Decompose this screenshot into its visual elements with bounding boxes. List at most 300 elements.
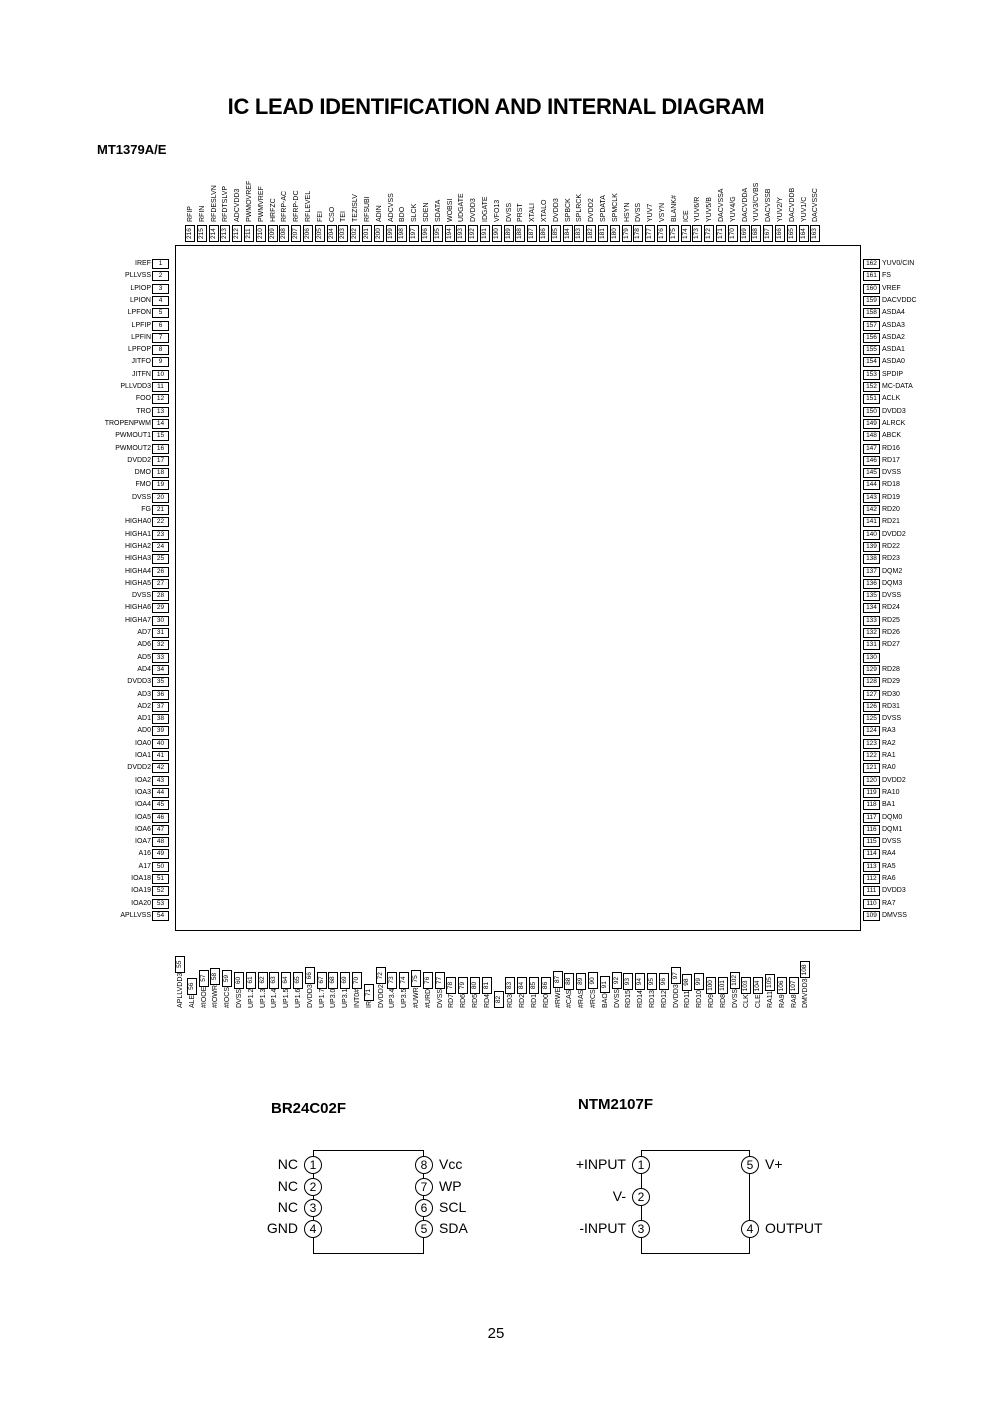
pin-number: 130 — [863, 653, 880, 663]
left-pin — [0, 665, 175, 676]
bottom-pin-label — [718, 974, 729, 1008]
pin-number: 54 — [152, 911, 169, 921]
pin-number: 210 — [256, 225, 266, 242]
pin-number: 72 — [376, 967, 386, 984]
top-pin — [669, 172, 679, 242]
pin-number: 162 — [863, 259, 880, 269]
pin-name: IOOE# — [200, 986, 208, 1008]
pin-name: IOA19 — [131, 887, 151, 895]
pin-name: RD26 — [882, 629, 900, 636]
pin-name: XTALO — [540, 199, 548, 222]
right-pin — [863, 382, 991, 393]
left-pin — [613, 1186, 650, 1206]
bottom-pin-label — [387, 969, 398, 1008]
left-pin — [0, 739, 175, 750]
pin-name: FOO — [135, 395, 151, 403]
top-pin-label — [763, 189, 774, 242]
pin-number: 129 — [863, 665, 880, 675]
pin-number: 43 — [152, 776, 169, 786]
left-pin — [0, 554, 175, 565]
top-pin-label — [740, 188, 751, 242]
right-pin — [863, 899, 991, 910]
pin-number: 53 — [152, 899, 169, 909]
right-pin — [863, 419, 991, 430]
left-pin — [278, 1176, 322, 1196]
pin-number: 196 — [421, 225, 431, 242]
pin-number: 2 — [152, 271, 169, 281]
pin-name: RA2 — [882, 739, 896, 747]
pin-name: RFRP-AC — [281, 190, 289, 222]
top-pin — [291, 172, 301, 242]
left-pin — [0, 800, 175, 811]
left-pin — [0, 776, 175, 787]
top-pin — [622, 172, 632, 242]
pin-number: 38 — [152, 714, 169, 724]
pin-name: ADCVDD3 — [234, 188, 242, 222]
top-pin — [551, 172, 561, 242]
pin-name: AD1 — [137, 715, 151, 723]
pin-name: DVSS — [882, 469, 902, 477]
pin-name: RD15 — [625, 990, 633, 1008]
pin-number: 110 — [863, 899, 880, 909]
left-pin — [0, 271, 175, 282]
right-pin — [863, 517, 991, 528]
pin-number: 213 — [220, 225, 230, 242]
pin-name: AD4 — [137, 665, 151, 673]
pin-name: CSO — [328, 206, 336, 222]
pin-number: 101 — [718, 977, 728, 994]
pin-name: RD24 — [882, 604, 900, 612]
pin-name: JITFO — [131, 358, 151, 366]
bottom-pin-label — [305, 964, 316, 1008]
pin-name: ACLK — [882, 395, 901, 403]
top-pin — [527, 172, 537, 242]
right-pin — [863, 296, 991, 307]
left-pin — [0, 493, 175, 504]
pin-name: IOA3 — [135, 788, 151, 796]
pin-name: YUV2/Y — [776, 197, 784, 222]
bottom-pin-label — [446, 974, 457, 1008]
pin-number: 45 — [152, 800, 169, 810]
pin-number: 96 — [659, 973, 669, 990]
pin-number: 13 — [152, 407, 169, 417]
pin-number: 48 — [152, 837, 169, 847]
pin-number: 82 — [494, 991, 504, 1008]
right-pin — [863, 825, 991, 836]
left-pin — [0, 333, 175, 344]
top-pin — [185, 172, 195, 242]
pin-number: 147 — [863, 444, 880, 454]
bottom-pin-label — [222, 967, 233, 1008]
left-pin — [0, 677, 175, 688]
top-pin — [751, 172, 761, 242]
right-pin — [863, 653, 991, 664]
pin-number: 22 — [152, 517, 169, 527]
left-pin — [0, 321, 175, 332]
left-pin — [0, 690, 175, 701]
bottom-pin-label — [730, 969, 741, 1008]
pin-number: 49 — [152, 849, 169, 859]
pin-name: A16 — [138, 850, 151, 858]
top-pin-label — [362, 196, 373, 242]
left-pin — [0, 911, 175, 922]
pin-name: IOA5 — [135, 813, 151, 821]
left-pin — [0, 616, 175, 627]
left-pin — [0, 763, 175, 774]
pin-name: DMVDD3 — [802, 978, 810, 1008]
pin-name: ASDA3 — [882, 321, 905, 329]
pin-name: DVDD3 — [882, 407, 906, 415]
pin-number: 64 — [281, 972, 291, 989]
pin-name: RD2 — [519, 993, 527, 1008]
top-pin-label — [445, 199, 456, 242]
pin-number: 208 — [279, 225, 289, 242]
right-pin — [863, 480, 991, 491]
pin-number: 16 — [152, 444, 169, 454]
top-pin-label — [751, 183, 762, 242]
pin-name: HIGHA5 — [124, 579, 151, 587]
pin-name: DVDD3 — [882, 887, 906, 895]
pin-name: AD6 — [137, 641, 151, 649]
pin-name: RA5 — [882, 862, 896, 870]
pin-name: DVDD3 — [672, 984, 680, 1008]
left-pin — [0, 370, 175, 381]
pin-name: APLLVSS — [120, 911, 151, 919]
pin-name: FEI — [316, 211, 324, 222]
left-pin — [0, 456, 175, 467]
bottom-pin-label — [800, 958, 811, 1008]
right-pin — [863, 763, 991, 774]
bottom-pin-label — [576, 970, 587, 1008]
left-pin — [0, 579, 175, 590]
top-pin-label — [268, 198, 279, 242]
left-pin — [0, 567, 175, 578]
pin-name: RD21 — [882, 518, 900, 526]
top-pin-label — [657, 203, 668, 242]
pin-number: 11 — [152, 382, 169, 392]
top-pin — [716, 172, 726, 242]
right-pin — [863, 800, 991, 811]
left-pin — [0, 296, 175, 307]
pin-name: ALRCK — [882, 419, 906, 427]
pin-name: UP1.2 — [247, 988, 255, 1008]
pin-number: 25 — [152, 554, 169, 564]
pin-name: IOA1 — [135, 752, 151, 759]
pin-name: IOA20 — [131, 899, 151, 907]
pin-number: 160 — [863, 284, 880, 294]
pin-number: 40 — [152, 739, 169, 749]
left-pin — [0, 407, 175, 418]
pin-number: 60 — [234, 972, 244, 989]
pin-name: Vcc — [439, 1156, 463, 1172]
pin-number: 115 — [863, 837, 880, 847]
pin-number: 29 — [152, 603, 169, 613]
pin-name: RA3 — [882, 727, 896, 735]
pin-name: SPMCLK — [611, 193, 619, 222]
top-pin-label — [716, 189, 727, 242]
top-pin — [268, 172, 278, 242]
pin-name: RA9 — [778, 994, 786, 1008]
pin-number: 104 — [753, 977, 763, 994]
left-pin — [0, 837, 175, 848]
pin-number: 50 — [152, 862, 169, 872]
pin-number: 95 — [647, 973, 657, 990]
top-pin — [350, 172, 360, 242]
pin-number: 93 — [623, 973, 633, 990]
pin-number: 68 — [328, 972, 338, 989]
pin-number: 71 — [364, 984, 374, 1001]
pin-name: IOA6 — [135, 825, 151, 833]
bottom-pin-label — [494, 988, 505, 1008]
right-pin — [863, 284, 991, 295]
pin-name: DACVSSB — [765, 188, 773, 222]
pin-number: 138 — [863, 554, 880, 564]
bottom-pin-label — [328, 969, 339, 1008]
bottom-pin-label — [600, 973, 611, 1008]
right-pin — [863, 554, 991, 565]
right-pin — [863, 603, 991, 614]
bottom-pin-label — [246, 969, 257, 1008]
pin-name: BLANK# — [670, 195, 678, 222]
pin-number: 164 — [799, 225, 809, 242]
pin-number: 61 — [246, 972, 256, 989]
pin-number: 117 — [863, 813, 880, 823]
pin-number: 4 — [741, 1220, 759, 1238]
top-pin — [763, 172, 773, 242]
pin-number: 169 — [740, 225, 750, 242]
pin-number: 177 — [645, 225, 655, 242]
pin-name: DVSS — [131, 592, 151, 600]
pin-number: 4 — [152, 296, 169, 306]
top-pin-label — [386, 193, 397, 242]
pin-number: 125 — [863, 714, 880, 724]
bottom-pin-label — [435, 969, 446, 1008]
top-pin-label — [291, 191, 302, 243]
pin-name: DQM0 — [882, 813, 903, 821]
bottom-pin-label — [281, 969, 292, 1008]
pin-name: PLLVSS — [125, 272, 151, 280]
top-pin-label — [409, 204, 420, 242]
pin-number: 161 — [863, 271, 880, 281]
top-pin — [704, 172, 714, 242]
pin-name: HIGHA2 — [124, 542, 151, 550]
top-pin — [787, 172, 797, 242]
left-pin — [0, 640, 175, 651]
pin-name: RA7 — [882, 899, 896, 907]
bottom-pin-label — [753, 974, 764, 1008]
pin-name: DQM1 — [882, 825, 903, 833]
pin-number: 112 — [863, 874, 880, 884]
left-pin — [0, 653, 175, 664]
pin-name: RD9 — [707, 993, 715, 1008]
right-pin — [863, 431, 991, 442]
pin-number: 146 — [863, 456, 880, 466]
pin-number: 176 — [657, 225, 667, 242]
top-pin — [209, 172, 219, 242]
top-pin-label — [504, 203, 515, 242]
pin-number: 198 — [397, 225, 407, 242]
pin-name: RD5 — [471, 993, 479, 1008]
pin-number: 137 — [863, 567, 880, 577]
top-pin-label — [350, 194, 361, 242]
pin-number: 119 — [863, 788, 880, 798]
pin-name: SPDATA — [599, 195, 607, 222]
page-title: IC LEAD IDENTIFICATION AND INTERNAL DIAGRAM — [227, 94, 765, 119]
left-pin — [0, 530, 175, 541]
pin-name: SPBCK — [564, 198, 572, 222]
top-pin — [563, 172, 573, 242]
pin-number: 94 — [635, 973, 645, 990]
pin-number: 3 — [632, 1220, 650, 1238]
pin-number: 28 — [152, 591, 169, 601]
pin-number: 175 — [669, 225, 679, 242]
right-pin — [863, 739, 991, 750]
pin-name: A17 — [138, 862, 151, 870]
pin-number: 181 — [598, 225, 608, 242]
pin-name: ASDA0 — [882, 358, 905, 366]
pin-number: 182 — [586, 225, 596, 242]
pin-name: DVDD2 — [882, 530, 906, 538]
pin-name: AD0 — [137, 727, 151, 735]
pin-name: BAO — [601, 993, 609, 1008]
right-pin — [863, 505, 991, 516]
pin-name: IOA18 — [131, 875, 151, 882]
right-pin — [863, 862, 991, 873]
pin-number: 86 — [541, 977, 551, 994]
pin-name: SLCK — [411, 203, 419, 222]
pin-name: RD31 — [882, 702, 900, 710]
bottom-pin-label — [765, 971, 776, 1008]
right-pin — [863, 591, 991, 602]
pin-name: RA6 — [882, 875, 896, 882]
top-pin — [633, 172, 643, 242]
top-pin — [338, 172, 348, 242]
top-pin — [492, 172, 502, 242]
main-chip-body — [175, 245, 861, 931]
right-pin — [863, 849, 991, 860]
top-pin-label — [787, 188, 798, 242]
pin-name: HRFZC — [269, 198, 277, 222]
pin-name: LPFON — [127, 309, 151, 317]
pin-number: 12 — [152, 394, 169, 404]
pin-number: 193 — [456, 225, 466, 242]
pin-name: DQM2 — [882, 567, 903, 575]
pin-number: 145 — [863, 468, 880, 478]
pin-name: SDATA — [434, 199, 442, 222]
pin-number: 120 — [863, 776, 880, 786]
pin-name: DVSS — [882, 592, 902, 600]
left-pin — [0, 542, 175, 553]
pin-name: DVDD2 — [127, 764, 151, 772]
pin-number: 111 — [863, 886, 880, 896]
pin-number: 67 — [317, 972, 327, 989]
pin-name: CAS# — [566, 989, 574, 1008]
top-pin — [799, 172, 809, 242]
pin-number: 6 — [415, 1199, 433, 1217]
pin-name: LPIOP — [130, 284, 151, 292]
pin-number: 200 — [374, 225, 384, 242]
opamp-chip-name: NTM2107F — [578, 1096, 654, 1113]
top-pin — [480, 172, 490, 242]
pin-name: FMO — [135, 481, 151, 489]
pin-name: YUV4/G — [729, 196, 737, 222]
top-pin-label — [256, 186, 267, 242]
pin-name: IR — [365, 1001, 373, 1008]
pin-name: SDA — [439, 1220, 468, 1236]
pin-number: 165 — [787, 225, 797, 242]
pin-name: RD11 — [684, 990, 692, 1008]
pin-name: YUV6/R — [694, 196, 702, 222]
pin-number: 32 — [152, 640, 169, 650]
pin-name: RD6 — [460, 993, 468, 1008]
pin-number: 114 — [863, 849, 880, 859]
bottom-pin-label — [340, 969, 351, 1008]
pin-number: 97 — [671, 967, 681, 984]
right-pin — [863, 345, 991, 356]
top-pin-label — [327, 207, 338, 242]
pin-name: SPLRCK — [576, 193, 584, 222]
pin-number: 155 — [863, 345, 880, 355]
pin-number: 2 — [632, 1188, 650, 1206]
right-pin — [863, 542, 991, 553]
left-pin — [0, 825, 175, 836]
top-pin-label — [374, 205, 385, 242]
pin-name: +INPUT — [575, 1156, 626, 1172]
right-pin — [863, 788, 991, 799]
pin-name: RD23 — [882, 555, 900, 563]
pin-number: 39 — [152, 726, 169, 736]
right-pin — [863, 579, 991, 590]
pin-number: 139 — [863, 542, 880, 552]
pin-number: 37 — [152, 702, 169, 712]
pin-name: LPFIP — [131, 321, 151, 329]
top-pin — [775, 172, 785, 242]
pin-number: 171 — [716, 225, 726, 242]
right-pin — [863, 837, 991, 848]
top-pin-label — [492, 200, 503, 242]
left-pin — [0, 899, 175, 910]
pin-name: RD25 — [882, 616, 900, 624]
top-pin — [433, 172, 443, 242]
pin-number: 131 — [863, 640, 880, 650]
pin-number: 166 — [775, 225, 785, 242]
pin-name: RAS# — [578, 989, 586, 1008]
bottom-pin-label — [376, 964, 387, 1008]
pin-name: RD7 — [448, 993, 456, 1008]
pin-name: UP1.7 — [318, 988, 326, 1008]
pin-name: DVDD2 — [882, 776, 906, 784]
pin-name: RFLEVEL — [304, 190, 312, 222]
top-pin — [197, 172, 207, 242]
pin-name: UP1.5 — [283, 988, 291, 1008]
pin-name: RD28 — [882, 665, 900, 673]
bottom-pin-label — [458, 974, 469, 1008]
top-pin — [740, 172, 750, 242]
pin-number: 44 — [152, 788, 169, 798]
pin-name: RD16 — [882, 444, 900, 452]
bottom-pin-label — [210, 965, 221, 1008]
left-pin — [0, 382, 175, 393]
pin-number: 59 — [222, 970, 232, 987]
pin-name: WOBSI — [446, 198, 454, 222]
pin-number: 172 — [704, 225, 714, 242]
pin-number: 66 — [305, 967, 315, 984]
pin-name: OUTPUT — [765, 1220, 823, 1236]
pin-number: 102 — [730, 972, 740, 989]
pin-number: 108 — [800, 961, 810, 978]
pin-name: AD3 — [137, 690, 151, 698]
pin-name: IREF — [135, 260, 151, 267]
